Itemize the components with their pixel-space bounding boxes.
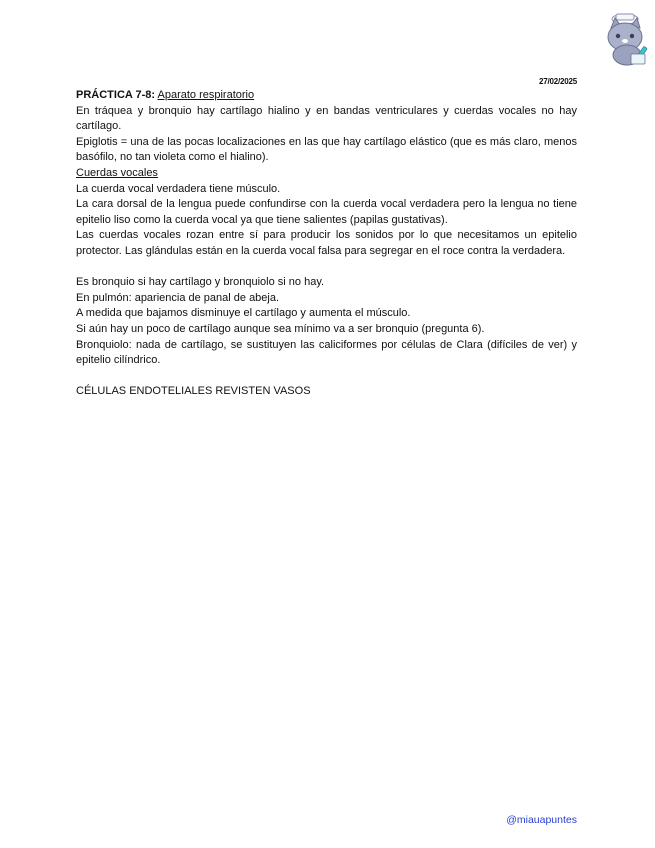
paragraph: En pulmón: apariencia de panal de abeja.: [76, 291, 280, 304]
closing-note: CÉLULAS ENDOTELIALES REVISTEN VASOS: [76, 385, 311, 398]
paragraph: En tráquea y bronquio hay cartílago hialino y en bandas ventriculares y cuerdas vocales no hay cartílago.: [76, 104, 577, 133]
paragraph: Si aún hay un poco de cartílago aunque sea mínimo va a ser bronquio (pregunta 6).: [76, 322, 485, 335]
section-heading-vocal-cords: Cuerdas vocales: [76, 166, 158, 179]
paragraph: Epiglotis = una de las pocas localizaciones en las que hay cartílago elástico (que es más claro, menos basófilo, no tan violeta como el hialino).: [76, 135, 577, 164]
cat-mascot-icon: [603, 8, 653, 68]
document-heading: [76, 88, 577, 104]
practice-subtitle: Aparato respiratorio: [157, 89, 255, 101]
paragraph: Las cuerdas vocales rozan entre sí para producir los sonidos por lo que necesitamos un epitelio protector. Las glándulas están en la cuerda vocal falsa para segregar en el roce contra la verdadera.: [76, 229, 577, 257]
blank-line: [76, 369, 577, 385]
paragraph: Es bronquio si hay cartílago y bronquiolo si no hay.: [76, 276, 325, 289]
paragraph: La cuerda vocal verdadera tiene músculo.: [76, 182, 281, 195]
blank-line: [76, 260, 577, 276]
document-body: [76, 88, 577, 400]
paragraph: La cara dorsal de la lengua puede confundirse con la cuerda vocal verdadera pero la lengua no tiene epitelio liso como la cuerda vocal ya que tiene salientes (papilas gustativas).: [76, 198, 577, 226]
paragraph: A medida que bajamos disminuye el cartílago y aumenta el músculo.: [76, 307, 411, 320]
paragraph: Bronquiolo: nada de cartílago, se sustituyen las caliciformes por células de Clara (difíciles de ver) y epitelio cilíndrico.: [76, 338, 577, 367]
document-date: 27/02/2025: [538, 77, 577, 86]
author-handle: @miauapuntes: [506, 814, 577, 826]
practice-title: PRÁCTICA 7-8:: [76, 89, 156, 101]
